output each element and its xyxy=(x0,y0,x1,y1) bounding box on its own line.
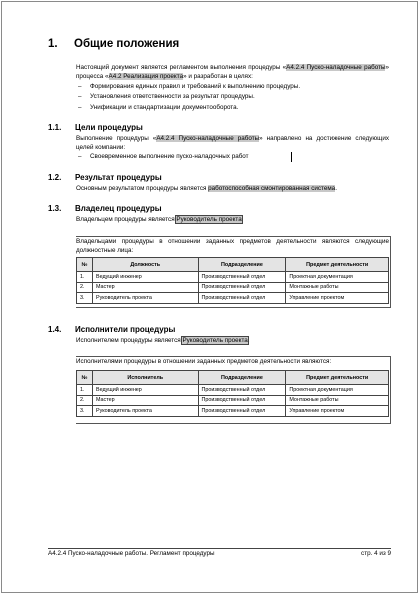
table-cell: Руководитель проекта xyxy=(92,293,198,304)
table-row xyxy=(77,282,389,293)
footer-rule xyxy=(48,548,391,549)
table-cell: Производственный отдел xyxy=(198,272,286,283)
section-title: Общие положения xyxy=(74,38,180,50)
table-cell: 2. xyxy=(77,395,93,406)
table-row xyxy=(77,395,389,406)
table-cell: Производственный отдел xyxy=(198,293,286,304)
executors-paragraph xyxy=(76,337,389,346)
table-cell: Производственный отдел xyxy=(198,395,286,406)
result-number: 1.2. xyxy=(48,173,62,182)
goals-procedure-link[interactable]: А4.2.4 Пуско-наладочные работы xyxy=(156,135,260,142)
list-item: – Формирования единых правил и требований к выполнению процедуры. xyxy=(76,82,300,92)
intro-text-1: Настоящий документ является регламентом выполнения процедуры « xyxy=(76,64,287,71)
table-cell: 1. xyxy=(77,272,93,283)
purpose-list xyxy=(76,82,300,113)
list-item: – Своевременное выполнение пуско-наладочных работ xyxy=(76,152,249,162)
table-cell: Ведущий инженер xyxy=(92,385,198,396)
executors-table xyxy=(76,370,389,417)
goals-number: 1.1. xyxy=(48,123,62,132)
column-header: Подразделение xyxy=(198,371,286,385)
executors-table-intro: Исполнителями процедуры в отношении заданных предметов деятельности являются: xyxy=(76,358,332,365)
table-row xyxy=(77,406,389,417)
intro-text-2: » процесса « xyxy=(76,64,389,80)
table-cell: Мастер xyxy=(92,282,198,293)
column-header: Предмет деятельности xyxy=(286,258,389,272)
goals-title: Цели процедуры xyxy=(75,123,143,132)
footer-document-title: А4.2.4 Пуско-наладочные работы. Регламент процедуры xyxy=(48,550,215,557)
table-cell: Производственный отдел xyxy=(198,406,286,417)
result-paragraph xyxy=(76,185,389,194)
owners-table xyxy=(76,257,389,304)
goals-text-2: » направлено на достижение следующих целей компании: xyxy=(76,135,389,151)
table-row xyxy=(77,385,389,396)
section-heading xyxy=(48,38,179,50)
process-link[interactable]: А4.2 Реализация проекта xyxy=(108,72,184,80)
table-cell: Производственный отдел xyxy=(198,282,286,293)
executors-heading xyxy=(48,325,175,334)
table-cell: Ведущий инженер xyxy=(92,272,198,283)
intro-text-3: » и разработан в целях: xyxy=(183,72,253,80)
column-header: Подразделение xyxy=(198,258,286,272)
table-cell: Мастер xyxy=(92,395,198,406)
procedure-link[interactable]: А4.2.4 Пуско-наладочные работы xyxy=(286,64,386,71)
table-header-row xyxy=(77,258,389,272)
table-row xyxy=(77,272,389,283)
table-cell: 3. xyxy=(77,406,93,417)
goals-paragraph xyxy=(76,135,389,152)
table-cell: Руководитель проекта xyxy=(92,406,198,417)
table-cell: 2. xyxy=(77,282,93,293)
table-cell: Управление проектом xyxy=(286,293,389,304)
executors-text-2: . xyxy=(247,337,250,344)
column-header: № xyxy=(77,371,93,385)
result-text-2: . xyxy=(335,185,337,192)
column-header: Исполнитель xyxy=(92,371,198,385)
owner-paragraph xyxy=(76,216,389,225)
result-value[interactable]: работоспособная смонтированная система xyxy=(208,185,336,192)
intro-paragraph xyxy=(76,64,389,81)
executors-number: 1.4. xyxy=(48,325,62,334)
table-cell: Монтажные работы xyxy=(286,395,389,406)
table-cell: Проектная документация xyxy=(286,385,389,396)
section-number: 1. xyxy=(48,38,58,50)
column-header: Предмет деятельности xyxy=(286,371,389,385)
table-cell: 1. xyxy=(77,385,93,396)
goals-text-1: Выполнение процедуры « xyxy=(76,135,157,142)
table-cell: Управление проектом xyxy=(286,406,389,417)
owner-heading xyxy=(48,204,162,213)
owner-title: Владелец процедуры xyxy=(75,204,162,213)
table-row xyxy=(77,293,389,304)
column-header: № xyxy=(77,258,93,272)
footer-page-number: стр. 4 из 9 xyxy=(361,550,391,557)
text-cursor xyxy=(291,152,292,162)
goals-heading xyxy=(48,123,143,132)
table-cell: Монтажные работы xyxy=(286,282,389,293)
result-title: Результат процедуры xyxy=(75,173,162,182)
executors-title: Исполнители процедуры xyxy=(75,325,176,334)
list-item: – Установления ответственности за результат процедуры. xyxy=(76,92,300,102)
list-item: – Унификации и стандартизации документооборота. xyxy=(76,103,300,113)
owner-number: 1.3. xyxy=(48,204,62,213)
table-cell: Производственный отдел xyxy=(198,385,286,396)
result-text-1: Основным результатом процедуры является xyxy=(76,185,209,192)
result-heading xyxy=(48,173,162,182)
owner-text-1: Владельцем процедуры является xyxy=(76,216,177,223)
table-header-row xyxy=(77,371,389,385)
owner-table-intro: Владельцами процедуры в отношении заданных предметов деятельности являются следующие должностные лица: xyxy=(76,238,389,254)
owner-text-2: . xyxy=(241,216,244,223)
owner-value[interactable]: Руководитель проекта xyxy=(176,216,242,223)
executor-value[interactable]: Руководитель проекта xyxy=(182,337,248,344)
executors-text-1: Исполнителем процедуры является xyxy=(76,337,183,344)
column-header: Должность xyxy=(92,258,198,272)
goals-list xyxy=(76,152,249,162)
table-cell: 3. xyxy=(77,293,93,304)
table-cell: Проектная документация xyxy=(286,272,389,283)
